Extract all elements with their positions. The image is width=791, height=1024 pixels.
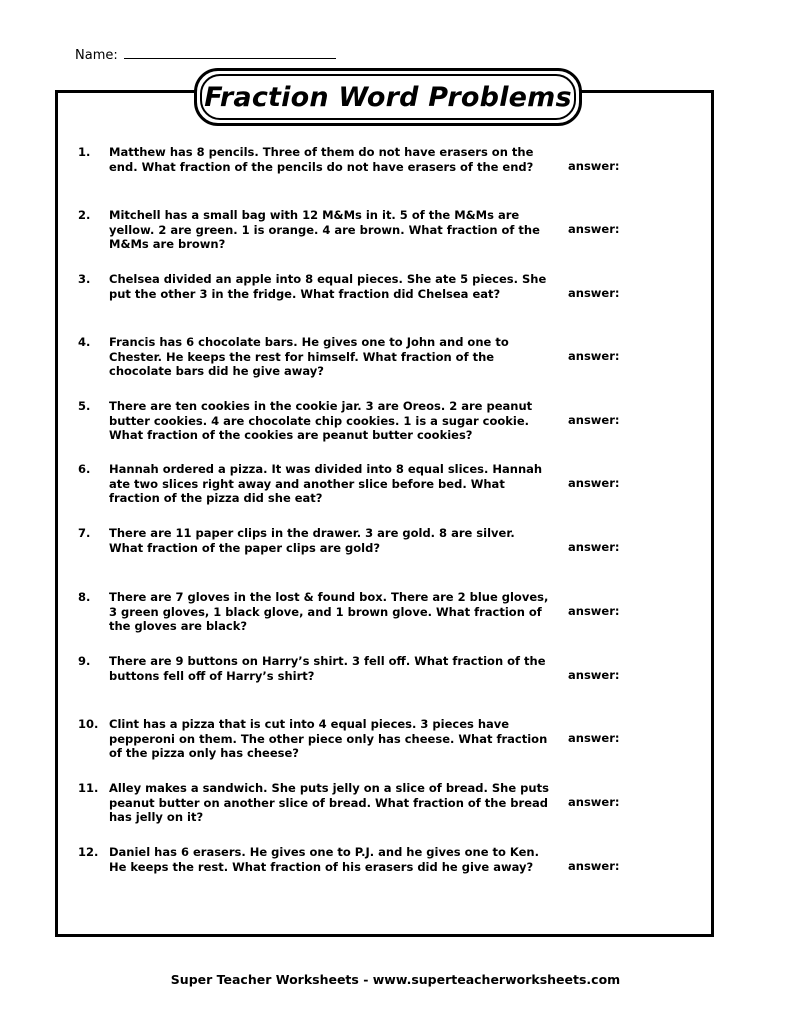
problem-number: 9. — [78, 654, 91, 668]
answer-label[interactable]: answer: — [568, 795, 620, 809]
page-title: Fraction Word Problems — [204, 81, 572, 113]
answer-label[interactable]: answer: — [568, 476, 620, 490]
answer-label[interactable]: answer: — [568, 540, 620, 554]
problem-number: 10. — [78, 717, 99, 731]
answer-label[interactable]: answer: — [568, 859, 620, 873]
problem-number: 7. — [78, 526, 91, 540]
problem-number: 11. — [78, 781, 99, 795]
answer-label[interactable]: answer: — [568, 286, 620, 300]
title-banner — [194, 68, 582, 126]
problem-text: Alley makes a sandwich. She puts jelly on a slice of bread. She puts peanut butter on another slice of bread. What fraction of the bread has jelly on it? — [109, 781, 549, 824]
problem-text: Clint has a pizza that is cut into 4 equal pieces. 3 pieces have pepperoni on them. The other piece only has cheese. What fraction of the pizza only has cheese? — [109, 717, 548, 760]
answer-label[interactable]: answer: — [568, 731, 620, 745]
problem-number: 8. — [78, 590, 91, 604]
problem-text: Daniel has 6 erasers. He gives one to P.J. and he gives one to Ken. He keeps the rest. What fraction of his erasers did he give away? — [109, 845, 539, 874]
problem-text: Hannah ordered a pizza. It was divided into 8 equal slices. Hannah ate two slices right away and another slice before bed. What fraction of the pizza did she eat? — [109, 462, 543, 505]
footer-credit: Super Teacher Worksheets - www.superteacherworksheets.com — [170, 972, 621, 987]
answer-label[interactable]: answer: — [568, 349, 620, 363]
problem-number: 4. — [78, 335, 91, 349]
problem-text: Chelsea divided an apple into 8 equal pieces. She ate 5 pieces. She put the other 3 in the fridge. What fraction did Chelsea eat? — [109, 272, 547, 301]
answer-label[interactable]: answer: — [568, 413, 620, 427]
problem-text: Matthew has 8 pencils. Three of them do not have erasers on the end. What fraction of the pencils do not have erasers of the end? — [109, 145, 534, 174]
problem-number: 1. — [78, 145, 91, 159]
problem-number: 6. — [78, 462, 91, 476]
problem-text: Mitchell has a small bag with 12 M&Ms in it. 5 of the M&Ms are yellow. 2 are green. 1 is orange. 4 are brown. What fraction of the M&Ms are brown? — [109, 208, 540, 251]
answer-label[interactable]: answer: — [568, 222, 620, 236]
name-label: Name: — [75, 48, 118, 63]
problem-text: Francis has 6 chocolate bars. He gives one to John and one to Chester. He keeps the rest for himself. What fraction of the chocolate bars did he give away? — [109, 335, 509, 378]
name-blank[interactable] — [124, 46, 336, 59]
answer-label[interactable]: answer: — [568, 604, 620, 618]
problem-text: There are 7 gloves in the lost & found box. There are 2 blue gloves, 3 green gloves, 1 black glove, and 1 brown glove. What fraction of the gloves are black? — [109, 590, 549, 633]
problem-number: 3. — [78, 272, 91, 286]
name-line — [75, 46, 336, 63]
problem-text: There are ten cookies in the cookie jar. 3 are Oreos. 2 are peanut butter cookies. 4 are chocolate chip cookies. 1 is a sugar cookie. What fraction of the cookies are peanut butter cookies? — [109, 399, 533, 442]
problem-text: There are 9 buttons on Harry’s shirt. 3 fell off. What fraction of the buttons fell off of Harry’s shirt? — [109, 654, 546, 683]
problem-number: 2. — [78, 208, 91, 222]
answer-label[interactable]: answer: — [568, 668, 620, 682]
problem-text: There are 11 paper clips in the drawer. 3 are gold. 8 are silver. What fraction of the paper clips are gold? — [109, 526, 515, 555]
problem-number: 12. — [78, 845, 99, 859]
answer-label[interactable]: answer: — [568, 159, 620, 173]
problem-number: 5. — [78, 399, 91, 413]
